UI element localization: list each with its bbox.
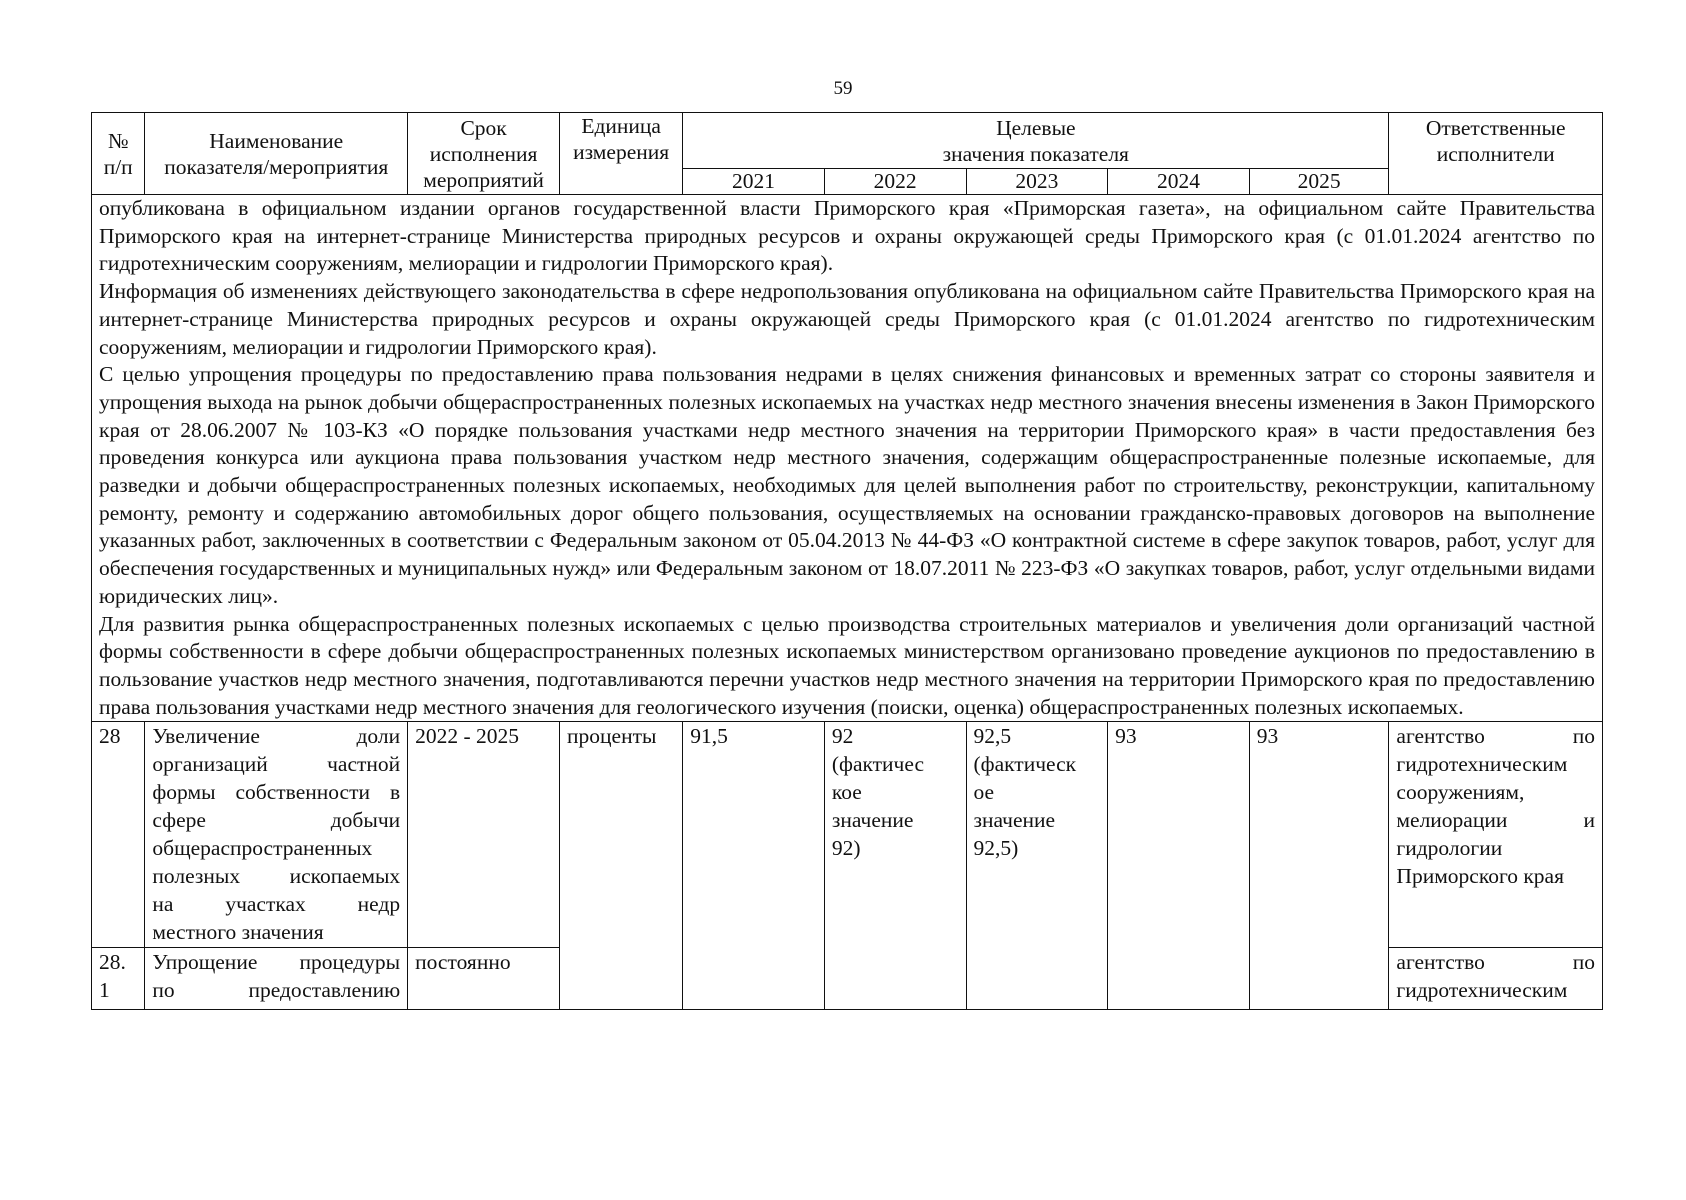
row-name-line: формы собственности в [152,780,401,805]
responsible-line: гидротехническим [1396,978,1568,1003]
narrative-paragraph: Для развития рынка общераспространенных полезных ископаемых с целью производства строительных материалов и увеличения доли организаций частной формы собственности в сфере добычи общераспространенных полезных ископаемых министерством организовано проведение аукционов по предоставлению в пользование участков недр местного значения, подготавливаются перечни участков недр местного значения на территории Приморского края по предоставлению права пользования участками недр местного значения для геологического изучения (поиски, оценка) общераспространенных полезных ископаемых. [99,611,1595,719]
header-term-line: Срок [460,115,507,140]
header-row [92,113,1603,169]
row-responsible [1389,948,1603,1010]
row-name [145,948,408,1010]
responsible-line: сооружениям, [1396,780,1525,805]
row-term: 2022 - 2025 [408,722,560,948]
row-num-line: 28. [99,950,126,975]
value-line: (фактическ [973,752,1077,777]
row-name-line: Увеличение доли [152,724,401,749]
row-responsible [1389,722,1603,948]
header-name [145,113,408,195]
responsible-line: агентство по [1396,724,1595,749]
narrative-row [92,195,1603,722]
year-2024: 2024 [1108,169,1250,195]
value-line: 92,5 [973,724,1012,749]
header-targets-line: Целевые [996,115,1076,140]
row-num: 28 [92,722,145,948]
header-unit-line: Единица [581,114,661,138]
header-responsible-line: Ответственные [1425,116,1566,140]
header-num [92,113,145,195]
narrative-paragraph: С целью упрощения процедуры по предоставлению права пользования недрами в целях снижения финансовых и временных затрат со стороны заявителя и упрощения выхода на рынок добычи общераспространенных полезных ископаемых на участках недр местного значения внесены изменения в Закон Приморского края от 28.06.2007 № 103-КЗ «О порядке пользования участками недр местного значения на территории Приморского края» в части предоставления без проведения конкурса или аукциона права пользования участком недр местного значения, содержащим общераспространенные полезные ископаемые, для разведки и добычи общераспространенных полезных ископаемых, необходимых для целей выполнения работ по строительству, реконструкции, капитальному ремонту, ремонту и содержанию автомобильных дорог общего пользования, осуществляемых на основании гражданско-правовых договоров на выполнение указанных работ, заключенных в соответствии с Федеральным законом от 05.04.2013 № 44-ФЗ «О контрактной системе в сфере закупок товаров, работ, услуг для обеспечения государственных и муниципальных нужд» или Федеральным законом от 18.07.2011 № 223-ФЗ «О закупках товаров, работ, услуг отдельными видами юридических лиц». [99,362,1595,608]
row-num-line: 1 [99,978,110,1003]
value-line: 92,5) [973,836,1019,861]
value-line: 92 [831,724,854,749]
row-value-2023 [966,722,1108,1010]
header-targets-line: значения показателя [942,141,1129,166]
header-num-line: № [107,128,129,153]
row-name [145,722,408,948]
row-value-2024: 93 [1108,722,1250,1010]
value-line: ое [973,780,995,805]
header-name-line: Наименование [209,128,344,153]
row-name-line: на участках недр [152,892,401,917]
row-num [92,948,145,1010]
header-targets [683,113,1389,169]
responsible-line: мелиорации и [1396,808,1595,833]
value-line: кое [831,780,862,805]
row-value-2025: 93 [1249,722,1389,1010]
row-unit: проценты [560,722,683,1010]
year-2022: 2022 [824,169,966,195]
value-line: 92) [831,836,861,861]
year-2025: 2025 [1249,169,1389,195]
row-name-line: по предоставлению [152,978,401,1003]
table-row [92,722,1603,948]
responsible-line: Приморского края [1396,864,1564,889]
header-num-line: п/п [103,154,133,179]
value-line: значение [831,808,914,833]
header-name-line: показателя/мероприятия [164,154,389,179]
year-2021: 2021 [683,169,825,195]
narrative-paragraph: Информация об изменениях действующего законодательства в сфере недропользования опубликована на официальном сайте Правительства Приморского края на интернет-странице Министерства природных ресурсов и охраны окружающей среды Приморского края (с 01.01.2024 агентство по гидротехническим сооружениям, мелиорации и гидрологии Приморского края). [99,279,1595,359]
row-name-line: местного значения [152,920,324,945]
row-name-line: Упрощение процедуры [152,950,401,975]
row-name-line: организаций частной [152,752,401,777]
narrative-paragraph: опубликована в официальном издании органов государственной власти Приморского края «Приморская газета», на официальном сайте Правительства Приморского края на интернет-странице Министерства природных ресурсов и охраны окружающей среды Приморского края (с 01.01.2024 агентство по гидротехническим сооружениям, мелиорации и гидрологии Приморского края). [99,196,1595,276]
header-unit [560,113,683,195]
value-line: значение [973,808,1056,833]
header-unit-line: измерения [573,140,670,164]
responsible-line: агентство по [1396,950,1595,975]
row-value-2022 [824,722,966,1010]
header-responsible-line: исполнители [1436,142,1555,166]
indicators-table [91,112,1603,1010]
row-name-line: общераспространенных [152,836,373,861]
responsible-line: гидрологии [1396,836,1503,861]
page-number: 59 [833,78,853,99]
row-value-2021: 91,5 [683,722,825,1010]
row-name-line: сфере добычи [152,808,401,833]
header-term-line: мероприятий [423,167,544,192]
responsible-line: гидротехническим [1396,752,1568,777]
value-line: (фактичес [831,752,924,777]
row-name-line: полезных ископаемых [152,864,401,889]
header-responsible [1389,113,1603,195]
header-term-line: исполнения [429,141,538,166]
year-2023: 2023 [966,169,1108,195]
row-term: постоянно [408,948,560,1010]
header-term [408,113,560,195]
narrative-cell [92,195,1603,722]
